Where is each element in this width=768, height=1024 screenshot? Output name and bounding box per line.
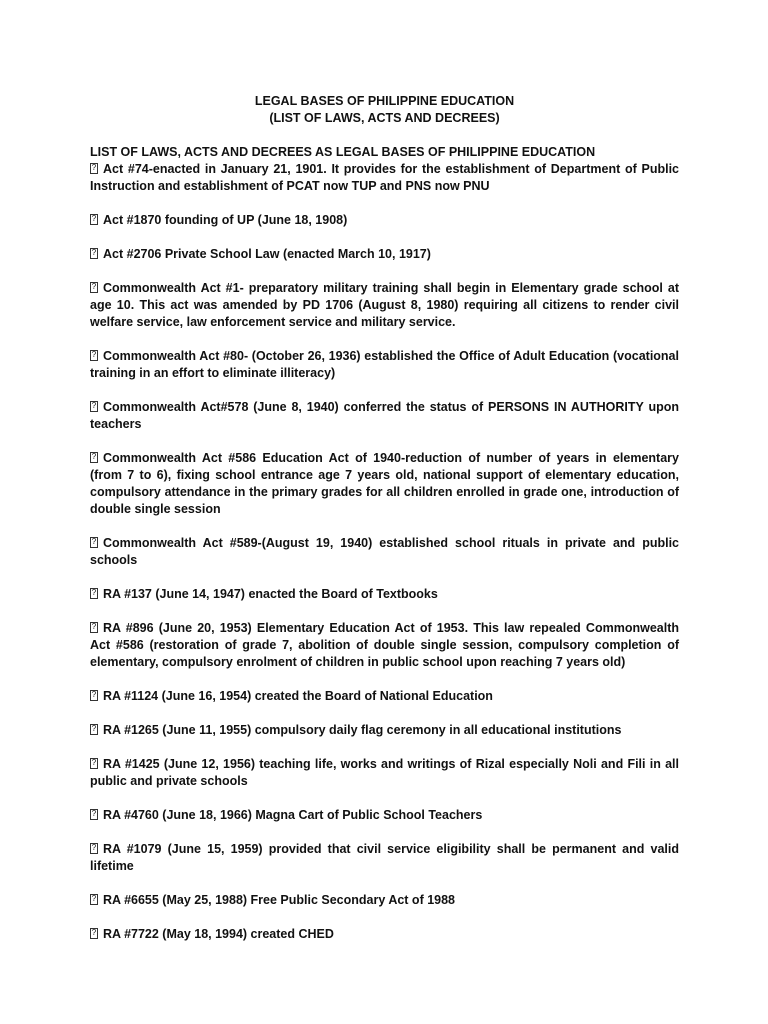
document-title: LEGAL BASES OF PHILIPPINE EDUCATION: [254, 94, 515, 108]
list-item-text: Commonwealth Act #589-(August 19, 1940) established school rituals in private and public schools: [90, 536, 679, 567]
document-page: [90, 93, 679, 960]
bullet-box-icon: [90, 401, 98, 412]
list-item-text: Commonwealth Act #80- (October 26, 1936) established the Office of Adult Education (vocational training in an effort to eliminate illiteracy): [90, 349, 679, 380]
list-item-text: RA #6655 (May 25, 1988) Free Public Secondary Act of 1988: [103, 893, 456, 907]
list-item: [90, 161, 679, 195]
list-item: [90, 926, 679, 943]
bullet-box-icon: [90, 282, 98, 293]
list-item-text: Commonwealth Act#578 (June 8, 1940) conferred the status of PERSONS IN AUTHORITY upon teachers: [90, 400, 679, 431]
bullet-box-icon: [90, 622, 98, 633]
list-item: [90, 892, 679, 909]
list-item: [90, 688, 679, 705]
bullet-box-icon: [90, 724, 98, 735]
bullet-box-icon: [90, 537, 98, 548]
list-item-text: RA #896 (June 20, 1953) Elementary Education Act of 1953. This law repealed Commonwealth Act #586 (restoration of grade 7, abolition of double single session, compulsory completion of elementary, compulsory enrolment of children in public school upon reaching 7 years old): [90, 621, 679, 669]
list-item: [90, 756, 679, 790]
list-item-text: RA #1124 (June 16, 1954) created the Board of National Education: [103, 689, 493, 703]
list-item-text: RA #1265 (June 11, 1955) compulsory daily flag ceremony in all educational institutions: [103, 723, 622, 737]
bullet-box-icon: [90, 350, 98, 361]
bullet-box-icon: [90, 758, 98, 769]
list-item: [90, 807, 679, 824]
list-item: [90, 620, 679, 671]
list-item: [90, 280, 679, 331]
document-subtitle: (LIST OF LAWS, ACTS AND DECREES): [269, 111, 500, 125]
bullet-box-icon: [90, 452, 98, 463]
list-item-text: Act #1870 founding of UP (June 18, 1908): [103, 213, 348, 227]
bullet-box-icon: [90, 248, 98, 259]
list-item-text: Commonwealth Act #1- preparatory military training shall begin in Elementary grade school at age 10. This act was amended by PD 1706 (August 8, 1980) requiring all citizens to render civil welfare service, law enforcement service and military service.: [90, 281, 679, 329]
list-item-text: RA #137 (June 14, 1947) enacted the Board of Textbooks: [103, 587, 438, 601]
list-item-text: RA #7722 (May 18, 1994) created CHED: [103, 927, 334, 941]
list-item-text: Act #74-enacted in January 21, 1901. It provides for the establishment of Department of Public Instruction and establishment of PCAT now TUP and PNS now PNU: [90, 162, 679, 193]
bullet-box-icon: [90, 214, 98, 225]
bullet-box-icon: [90, 690, 98, 701]
list-item: [90, 212, 679, 229]
bullet-box-icon: [90, 588, 98, 599]
list-item: [90, 841, 679, 875]
bullet-box-icon: [90, 809, 98, 820]
bullet-box-icon: [90, 894, 98, 905]
list-item-text: RA #1425 (June 12, 1956) teaching life, works and writings of Rizal especially Noli and Fili in all public and private schools: [90, 757, 679, 788]
list-item-text: RA #1079 (June 15, 1959) provided that civil service eligibility shall be permanent and valid lifetime: [90, 842, 679, 873]
bullet-box-icon: [90, 928, 98, 939]
bullet-box-icon: [90, 163, 98, 174]
list-item: [90, 348, 679, 382]
list-item: [90, 246, 679, 263]
list-item: [90, 535, 679, 569]
list-item: [90, 450, 679, 518]
section-heading: LIST OF LAWS, ACTS AND DECREES AS LEGAL BASES OF PHILIPPINE EDUCATION: [90, 145, 596, 159]
bullet-box-icon: [90, 843, 98, 854]
list-item: [90, 586, 679, 603]
list-item-text: Act #2706 Private School Law (enacted March 10, 1917): [103, 247, 431, 261]
laws-list: [90, 161, 679, 943]
list-item-text: Commonwealth Act #586 Education Act of 1940-reduction of number of years in elementary (from 7 to 6), fixing school entrance age 7 years old, national support of elementary education, compulsory attendance in the primary grades for all children enrolled in grade one, introduction of double single session: [90, 451, 679, 516]
list-item: [90, 399, 679, 433]
list-item: [90, 722, 679, 739]
list-item-text: RA #4760 (June 18, 1966) Magna Cart of Public School Teachers: [103, 808, 483, 822]
